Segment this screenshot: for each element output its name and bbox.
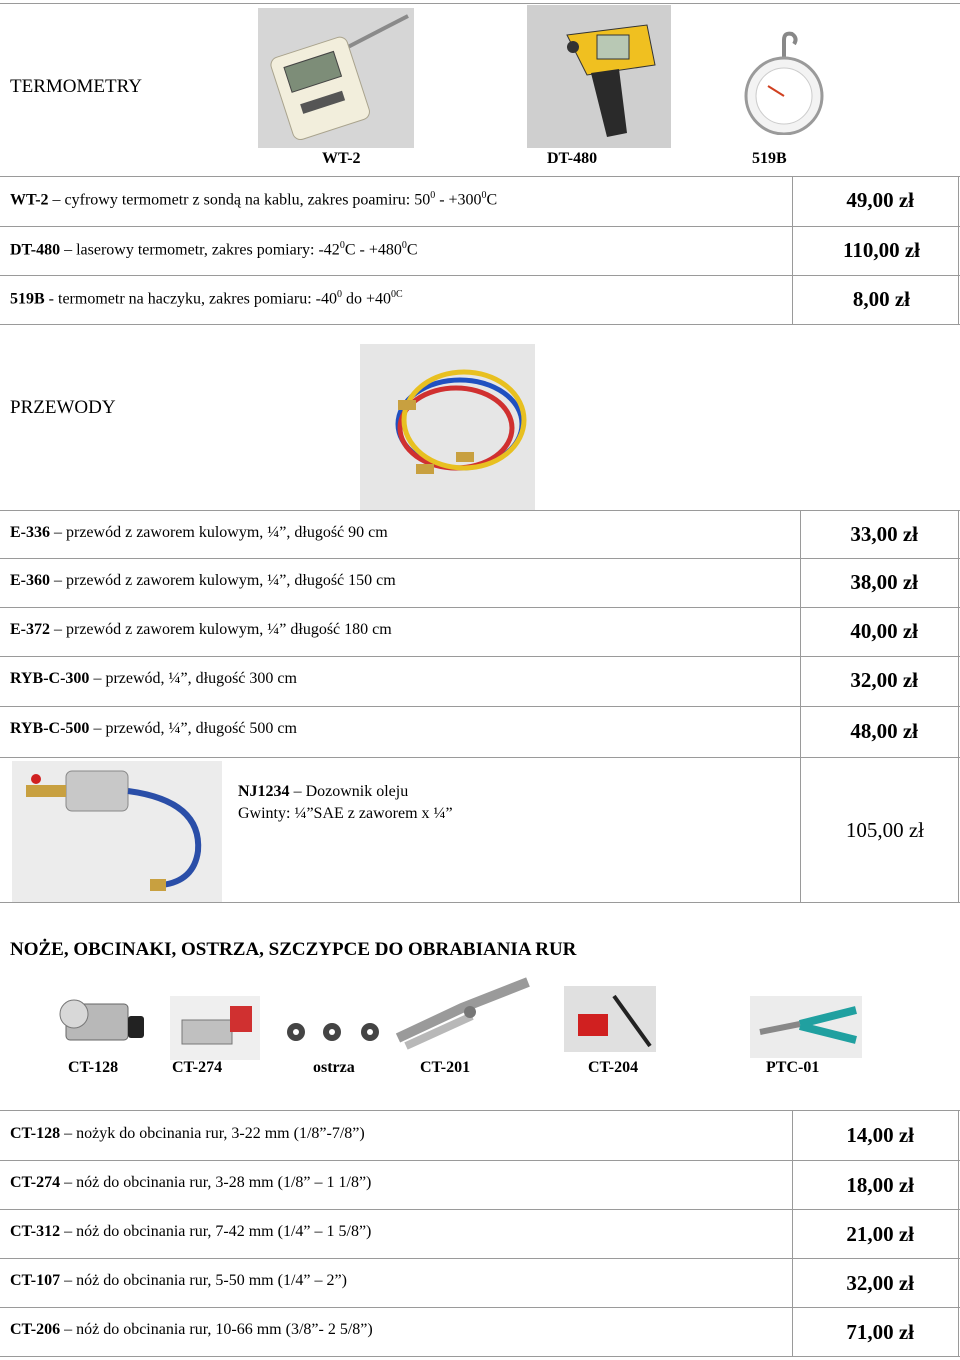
table-row (0, 1258, 960, 1307)
table-divider (0, 757, 960, 758)
product-code: CT-128 (10, 1125, 61, 1142)
product-code: CT-206 (10, 1321, 61, 1338)
519b-thermometer-photo (738, 30, 830, 135)
row-description: RYB-C-500 – przewód, ¼”, długość 500 cm (10, 720, 297, 737)
row-description: CT-312 – nóż do obcinania rur, 7-42 mm (1/4” – 1 5/8”) (10, 1223, 372, 1240)
ct274-cutter-photo (170, 996, 260, 1060)
price: 49,00 zł (846, 188, 914, 212)
dt480-thermometer-photo (527, 5, 671, 148)
caption-wt2: WT-2 (322, 150, 361, 167)
table-row (0, 275, 960, 324)
price: 33,00 zł (850, 522, 918, 546)
table-row (0, 1160, 960, 1209)
price: 32,00 zł (850, 668, 918, 692)
row-description: WT-2 – cyfrowy termometr z sondą na kablu, zakres poamiru: $50^0 - +300^0C$ (10, 190, 498, 209)
ct128-cutter-photo (46, 990, 146, 1054)
caption-519b: 519B (752, 150, 787, 167)
caption-ct128: CT-128 (68, 1059, 119, 1076)
table-row (0, 607, 960, 656)
table-row (0, 1209, 960, 1258)
table-row (0, 176, 960, 226)
product-code: NJ1234 (238, 783, 290, 800)
table-divider (0, 324, 960, 325)
row-description: DT-480 – laserowy termometr, zakres pomiary: $-42^0C - +480^0C$ (10, 240, 418, 259)
row-description: CT-206 – nóż do obcinania rur, 10-66 mm (3/8”- 2 5/8”) (10, 1321, 373, 1338)
blades-photo (284, 1022, 388, 1042)
table-row (0, 1110, 960, 1160)
price: 32,00 zł (846, 1271, 914, 1295)
product-code: E-360 (10, 572, 50, 589)
caption-ct201: CT-201 (420, 1059, 471, 1076)
section-title-thermometers: TERMOMETRY (10, 76, 142, 97)
price: 14,00 zł (846, 1123, 914, 1147)
section-title-hoses: PRZEWODY (10, 397, 116, 418)
table-row (0, 558, 960, 607)
price: 8,00 zł (852, 287, 910, 311)
price: 110,00 zł (843, 238, 920, 262)
caption-ct204: CT-204 (588, 1059, 639, 1076)
caption-ct274: CT-274 (172, 1059, 223, 1076)
row-description: E-360 – przewód z zaworem kulowym, ¼”, długość 150 cm (10, 572, 396, 589)
table-row (0, 1307, 960, 1356)
price: 71,00 zł (846, 1320, 914, 1344)
wt2-thermometer-photo (258, 8, 414, 148)
row-description: CT-128 – nożyk do obcinania rur, 3-22 mm (1/8”-7/8”) (10, 1125, 365, 1142)
price: 48,00 zł (850, 719, 918, 743)
table-row (0, 226, 960, 275)
row-description: CT-274 – nóż do obcinania rur, 3-28 mm (1/8” – 1 1/8”) (10, 1174, 372, 1191)
row-description: RYB-C-300 – przewód, ¼”, długość 300 cm (10, 670, 297, 687)
table-row (0, 656, 960, 706)
caption-ptc01: PTC-01 (766, 1059, 820, 1076)
table-divider (0, 902, 960, 903)
row-description: CT-107 – nóż do obcinania rur, 5-50 mm (1/4” – 2”) (10, 1272, 347, 1289)
ptc01-pliers-photo (750, 996, 862, 1058)
caption-blades: ostrza (313, 1059, 355, 1076)
caption-dt480: DT-480 (547, 150, 598, 167)
ct201-pliers-photo (392, 976, 534, 1052)
product-code: RYB-C-300 (10, 670, 90, 687)
oil-injector-description: NJ1234 – Dozownik oleju Gwinty: ¼”SAE z zaworem x ¼” (238, 781, 453, 825)
price: 40,00 zł (850, 619, 918, 643)
row-description: 519B - termometr na haczyku, zakres pomiaru: $-40^0$ do $+40^{0C}$ (10, 289, 403, 308)
row-description: E-336 – przewód z zaworem kulowym, ¼”, długość 90 cm (10, 524, 388, 541)
product-code: DT-480 (10, 241, 61, 259)
product-code: CT-312 (10, 1223, 61, 1240)
product-code: CT-107 (10, 1272, 61, 1289)
oil-injector-photo (12, 761, 222, 902)
top-divider (0, 3, 960, 4)
section-title-cutters: NOŻE, OBCINAKI, OSTRZA, SZCZYPCE DO OBRABIANIA RUR (10, 939, 577, 960)
ct204-tool-photo (564, 986, 656, 1052)
price: 18,00 zł (846, 1173, 914, 1197)
product-code: WT-2 (10, 191, 49, 209)
price: 21,00 zł (846, 1222, 914, 1246)
hoses-photo (360, 344, 535, 510)
table-divider (0, 1356, 960, 1357)
table-row (0, 510, 960, 558)
product-code: 519B (10, 290, 45, 308)
product-code: CT-274 (10, 1174, 61, 1191)
product-code: RYB-C-500 (10, 720, 90, 737)
oil-injector-thread-spec: Gwinty: ¼”SAE z zaworem x ¼” (238, 805, 453, 822)
product-code: E-336 (10, 524, 50, 541)
row-description: E-372 – przewód z zaworem kulowym, ¼” długość 180 cm (10, 621, 392, 638)
price: 38,00 zł (850, 570, 918, 594)
table-row (0, 706, 960, 757)
price: 105,00 zł (845, 818, 924, 842)
product-code: E-372 (10, 621, 50, 638)
